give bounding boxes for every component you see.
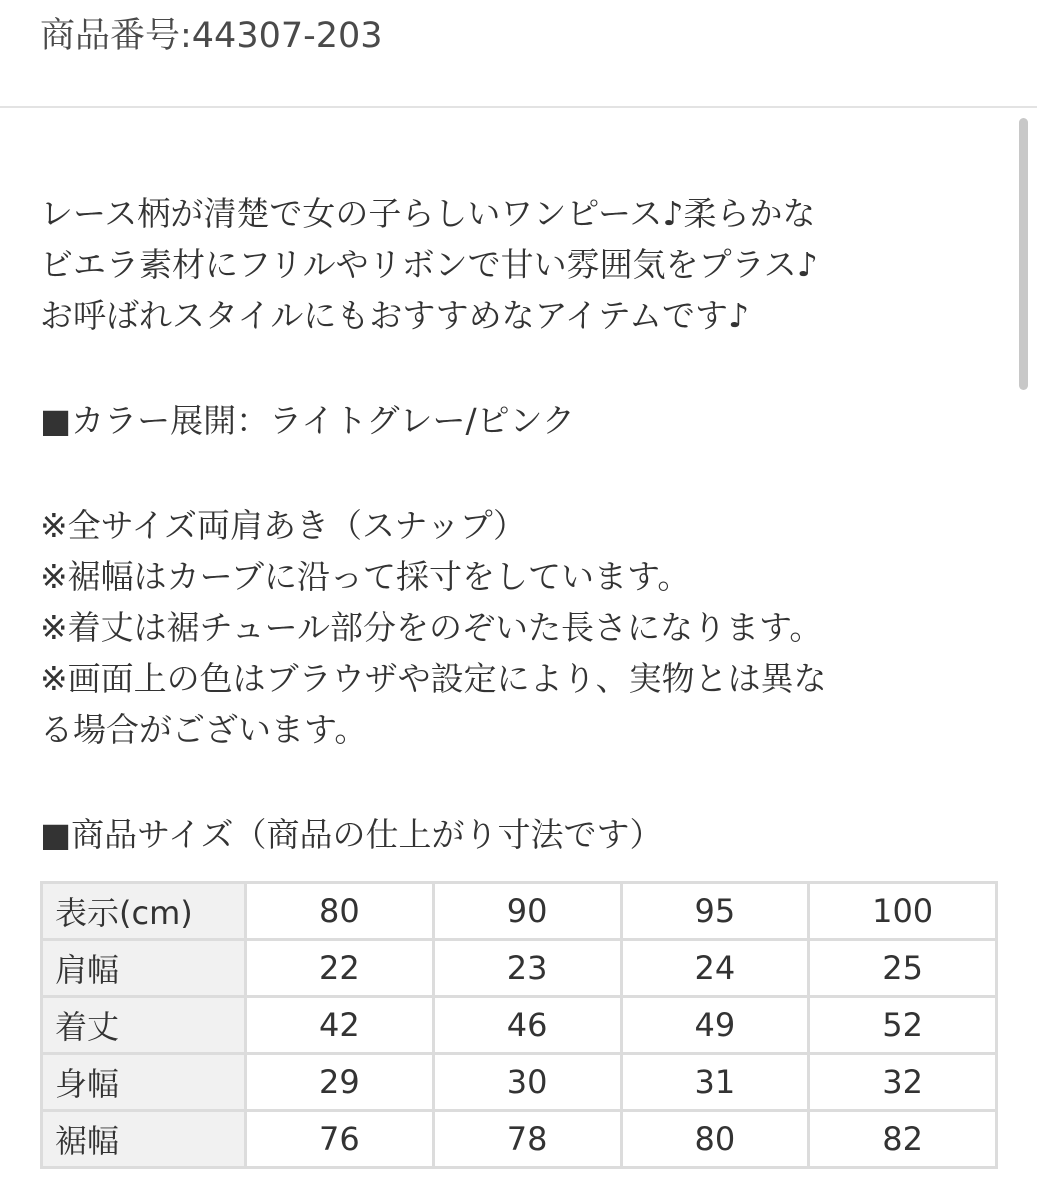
size-section-title-text: ■商品サイズ（商品の仕上がり寸法です）: [40, 815, 663, 854]
table-cell: 78: [433, 1111, 621, 1168]
table-cell: 100: [809, 883, 997, 940]
table-cell: 25: [809, 940, 997, 997]
table-cell: 46: [433, 997, 621, 1054]
notes: [40, 500, 1010, 755]
table-cell: 23: [433, 940, 621, 997]
note-line: ※画面上の色はブラウザや設定により、実物とは異な: [40, 659, 827, 698]
note-line: ※全サイズ両肩あき（スナップ）: [40, 506, 527, 545]
note-line: る場合がございます。: [40, 710, 368, 749]
table-cell: 32: [809, 1054, 997, 1111]
table-cell: 30: [433, 1054, 621, 1111]
size-table: [40, 881, 998, 1169]
note-line: ※裾幅はカーブに沿って採寸をしています。: [40, 557, 691, 596]
product-description-content: [40, 188, 1010, 864]
note-line: ※着丈は裾チュール部分をのぞいた長さになります。: [40, 608, 823, 647]
table-cell: 29: [246, 1054, 434, 1111]
description-line: お呼ばれスタイルにもおすすめなアイテムです♪: [40, 296, 750, 335]
table-cell: 80: [621, 1111, 809, 1168]
color-variations-text: ■カラー展開：ライトグレー/ピンク: [40, 401, 575, 440]
scrollbar[interactable]: [1019, 118, 1028, 390]
table-row: [42, 1054, 997, 1111]
table-row-label: 肩幅: [42, 940, 246, 997]
table-row: [42, 1111, 997, 1168]
table-cell: 90: [433, 883, 621, 940]
table-cell: 42: [246, 997, 434, 1054]
table-cell: 52: [809, 997, 997, 1054]
table-row: [42, 940, 997, 997]
table-row: [42, 883, 997, 940]
description-text: [40, 188, 1010, 341]
description-line: ビエラ素材にフリルやリボンで甘い雰囲気をプラス♪: [40, 245, 818, 284]
color-variations: [40, 395, 1010, 446]
table-row-label: 身幅: [42, 1054, 246, 1111]
table-cell: 82: [809, 1111, 997, 1168]
table-cell: 95: [621, 883, 809, 940]
product-number: 商品番号:44307-203: [40, 16, 383, 56]
header: [0, 0, 1037, 108]
table-cell: 22: [246, 940, 434, 997]
table-cell: 80: [246, 883, 434, 940]
description-line: レース柄が清楚で女の子らしいワンピース♪柔らかな: [40, 194, 816, 233]
table-cell: 31: [621, 1054, 809, 1111]
table-row-label: 表示(cm): [42, 883, 246, 940]
table-row-label: 裾幅: [42, 1111, 246, 1168]
table-cell: 24: [621, 940, 809, 997]
size-section-title: [40, 809, 1010, 860]
table-cell: 49: [621, 997, 809, 1054]
table-row: [42, 997, 997, 1054]
table-cell: 76: [246, 1111, 434, 1168]
table-row-label: 着丈: [42, 997, 246, 1054]
